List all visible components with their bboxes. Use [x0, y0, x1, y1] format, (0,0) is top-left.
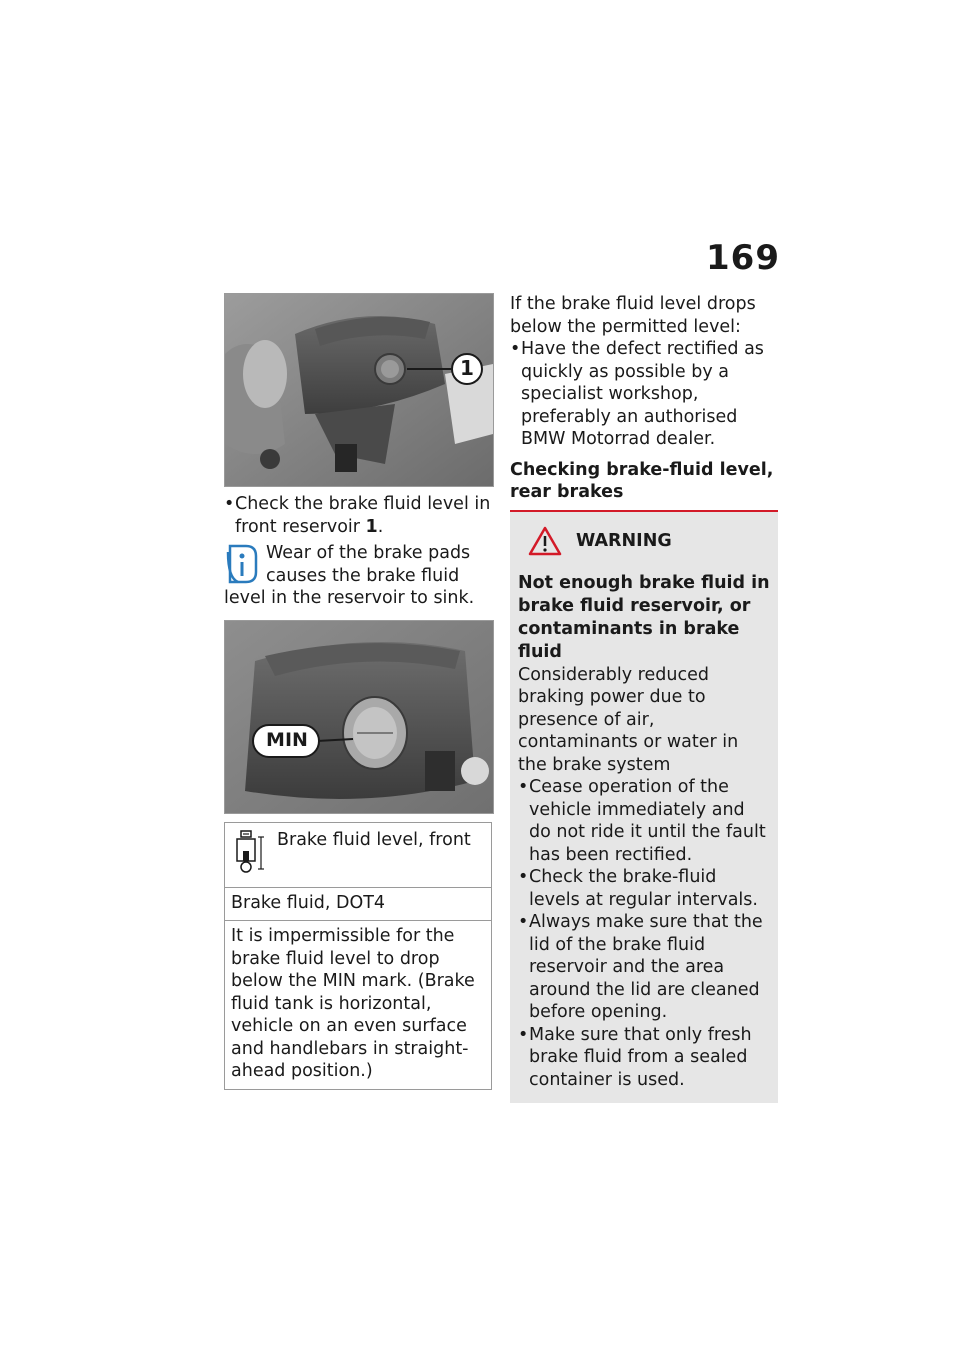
fluid-level-gauge-icon [231, 829, 267, 875]
defect-bullet: • Have the defect rectified as quickly as possible by a specialist workshop, preferably an authorised BMW Motorrad dealer. [510, 338, 780, 451]
spec-title-row [225, 823, 491, 887]
photo-front-reservoir [224, 293, 494, 487]
spec-title: Brake fluid level, front [277, 829, 471, 850]
warning-consequence: Considerably reduced braking power due to presence of air, contaminants or water in the brake system [518, 664, 739, 775]
callout-1: 1 [460, 356, 474, 380]
right-column [510, 293, 780, 1103]
left-column [224, 293, 494, 1090]
warning-bullet: • Make sure that only fresh brake fluid from a sealed container is used. [518, 1024, 770, 1092]
page-number: 169 [706, 238, 780, 278]
warning-bullet: • Check the brake-fluid levels at regular intervals. [518, 866, 770, 911]
photo-min-mark [224, 620, 494, 814]
front-reservoir-illustration [225, 294, 493, 486]
warning-label: WARNING [576, 530, 672, 551]
ref-1: 1 [365, 516, 378, 537]
warning-triangle-icon [528, 526, 562, 556]
check-front-bullet: • Check the brake fluid level in front reservoir 1. [224, 493, 494, 538]
warning-bullet: • Cease operation of the vehicle immediately and do not ride it until the fault has been rectified. [518, 776, 770, 866]
spec-table [224, 822, 492, 1090]
note-text: Wear of the brake pads causes the brake fluid level in the reservoir to sink. [224, 543, 475, 608]
warning-bullet: • Always make sure that the lid of the brake fluid reservoir and the area around the lid are cleaned before opening. [518, 911, 770, 1024]
info-note [224, 542, 494, 610]
info-icon [224, 542, 260, 586]
warning-box [510, 512, 778, 1104]
spec-fluid-row: Brake fluid, DOT4 [225, 887, 491, 921]
warning-title [528, 526, 770, 556]
callout-min: MIN [266, 728, 308, 751]
section-heading: Checking brake-fluid level, rear brakes [510, 459, 774, 502]
intro-text: If the brake fluid level drops below the permitted level: [510, 294, 756, 337]
warning-headline: Not enough brake fluid in brake fluid reservoir, or contaminants in brake fluid [518, 572, 770, 662]
min-mark-illustration [225, 621, 493, 813]
spec-description-row: It is impermissible for the brake fluid level to drop below the MIN mark. (Brake fluid tank is horizontal, vehicle on an even surface and handlebars in straight-ahead position.) [225, 920, 491, 1089]
